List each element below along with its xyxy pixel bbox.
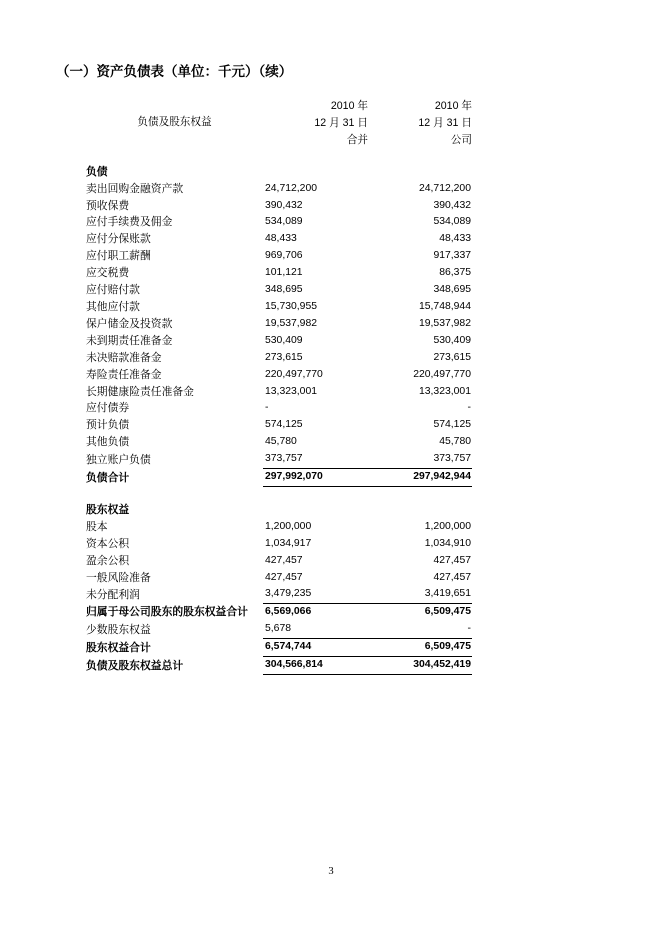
row-value-merged: 427,457 (265, 571, 303, 583)
row-value-company: 19,537,982 (418, 317, 471, 329)
row-label: 未决赔款准备金 (86, 351, 162, 364)
header-company-scope: 公司 (450, 133, 472, 146)
row-value-merged: 373,757 (263, 451, 368, 468)
row-value-merged: - (265, 402, 269, 414)
total-label: 负债合计 (86, 471, 130, 484)
row-label: 应付职工薪酬 (86, 250, 151, 263)
header-row-date (86, 115, 472, 132)
row-value-company: 15,748,944 (418, 300, 471, 312)
spacer-row (86, 486, 472, 502)
grand-total-label: 负债及股东权益总计 (86, 659, 184, 672)
row-value-merged: 427,457 (265, 554, 303, 566)
spacer-cell (86, 149, 263, 164)
section-blank-merged (263, 164, 368, 181)
table-row (86, 451, 472, 468)
table-row (86, 384, 472, 401)
table-row (86, 282, 472, 299)
row-value-company: - (368, 621, 472, 638)
subtotal-row-parent-equity (86, 604, 472, 621)
table-header (86, 98, 472, 149)
subtotal-value-merged: 6,569,066 (265, 606, 312, 618)
grand-total-value-company: 304,452,419 (368, 657, 472, 675)
spacer-cell (368, 486, 472, 502)
row-value-company: 3,419,651 (368, 586, 472, 603)
row-label: 其他应付款 (86, 300, 140, 313)
row-value-company: 427,457 (433, 554, 471, 566)
row-label: 其他负债 (86, 436, 130, 449)
header-company-date: 12 月 31 日 (418, 116, 472, 129)
row-value-merged: 220,497,770 (265, 368, 323, 380)
row-value-company: 534,089 (433, 216, 471, 228)
row-value-merged: 15,730,955 (265, 300, 318, 312)
row-label: 未到期责任准备金 (86, 334, 173, 347)
row-value-merged: 390,432 (265, 199, 303, 211)
row-value-company: 45,780 (439, 436, 471, 448)
table-row (86, 367, 472, 384)
total-label: 股东权益合计 (86, 641, 151, 654)
row-label: 预收保费 (86, 199, 130, 212)
section-blank-company (368, 502, 472, 519)
spacer-cell (263, 486, 368, 502)
row-value-merged: 3,479,235 (263, 586, 368, 603)
row-label: 寿险责任准备金 (86, 368, 162, 381)
row-value-merged: 574,125 (265, 419, 303, 431)
total-value-company: 6,509,475 (368, 639, 472, 657)
section-title: 股东权益 (86, 503, 130, 516)
row-value-company: 1,200,000 (424, 520, 471, 532)
section-blank-merged (263, 502, 368, 519)
row-value-company: - (467, 402, 471, 414)
table-row (86, 316, 472, 333)
row-value-company: 273,615 (433, 351, 471, 363)
row-value-company: 917,337 (433, 250, 471, 262)
table-row (86, 248, 472, 265)
row-value-merged: 1,034,917 (265, 537, 312, 549)
row-value-company: 348,695 (433, 284, 471, 296)
row-label: 长期健康险责任准备金 (86, 385, 194, 398)
subtotal-value-company: 6,509,475 (424, 606, 471, 618)
row-label: 盈余公积 (86, 554, 130, 567)
grand-total-row (86, 657, 472, 675)
header-merged-date: 12 月 31 日 (314, 116, 368, 129)
row-value-company: 390,432 (433, 199, 471, 211)
balance-sheet-table (86, 98, 472, 675)
table-row (86, 350, 472, 367)
header-column-label: 负债及股东权益 (137, 116, 212, 128)
table-row (86, 586, 472, 603)
table-row (86, 198, 472, 215)
row-value-merged: 101,121 (265, 267, 303, 279)
table-body (86, 149, 472, 675)
row-value-merged: 24,712,200 (265, 182, 318, 194)
row-value-merged: 273,615 (265, 351, 303, 363)
table-row (86, 519, 472, 536)
row-value-merged: 969,706 (265, 250, 303, 262)
row-value-company: 24,712,200 (418, 182, 471, 194)
table-row (86, 553, 472, 570)
grand-total-value-merged: 304,566,814 (263, 657, 368, 675)
table-row (86, 417, 472, 434)
spacer-cell (86, 486, 263, 502)
row-value-company: 1,034,910 (424, 537, 471, 549)
row-value-company: 13,323,001 (418, 385, 471, 397)
table-row (86, 181, 472, 198)
total-row-equity (86, 639, 472, 657)
row-value-company: 373,757 (368, 451, 472, 468)
table-row (86, 400, 472, 417)
section-title: 负债 (86, 165, 108, 178)
row-value-merged: 5,678 (263, 621, 368, 638)
table-row (86, 214, 472, 231)
row-label: 一般风险准备 (86, 571, 151, 584)
total-value-company: 297,942,944 (368, 469, 472, 487)
row-label: 保户储金及投资款 (86, 317, 173, 330)
row-value-company: 427,457 (433, 571, 471, 583)
table-row (86, 570, 472, 587)
row-value-company: 86,375 (439, 267, 471, 279)
row-label: 预计负债 (86, 419, 130, 432)
row-label: 应交税费 (86, 267, 130, 280)
table-row (86, 231, 472, 248)
header-merged-scope: 合并 (346, 133, 368, 146)
spacer-cell (368, 149, 472, 164)
table-row (86, 265, 472, 282)
row-label: 应付债券 (86, 402, 130, 415)
row-label: 股本 (86, 520, 108, 533)
total-row-liabilities (86, 469, 472, 487)
section-blank-company (368, 164, 472, 181)
row-value-merged: 348,695 (265, 284, 303, 296)
header-company-year: 2010 年 (434, 100, 472, 112)
header-merged-year: 2010 年 (330, 100, 368, 112)
header-row-scope (86, 132, 472, 149)
header-blank-1 (86, 98, 263, 115)
total-value-merged: 6,574,744 (263, 639, 368, 657)
row-value-merged: 13,323,001 (265, 385, 318, 397)
subtotal-label: 归属于母公司股东的股东权益合计 (86, 606, 248, 619)
spacer-row (86, 149, 472, 164)
row-value-merged: 1,200,000 (265, 520, 312, 532)
row-value-merged: 534,089 (265, 216, 303, 228)
row-label: 卖出回购金融资产款 (86, 182, 184, 195)
row-value-company: 574,125 (433, 419, 471, 431)
row-value-company: 48,433 (439, 233, 471, 245)
table-row-minority-interest (86, 621, 472, 638)
row-value-merged: 45,780 (265, 436, 297, 448)
row-value-merged: 19,537,982 (265, 317, 318, 329)
spacer-cell (263, 149, 368, 164)
row-label: 少数股东权益 (86, 623, 151, 636)
row-label: 应付分保账款 (86, 233, 151, 246)
table-row (86, 299, 472, 316)
page-title: （一）资产负债表（单位：千元）（续） (56, 64, 293, 79)
row-label: 独立账户负债 (86, 453, 151, 466)
section-header-liabilities (86, 164, 472, 181)
page-number: 3 (328, 866, 334, 877)
row-value-company: 220,497,770 (413, 368, 471, 380)
row-label: 应付赔付款 (86, 284, 140, 297)
table-row (86, 434, 472, 451)
row-label: 未分配利润 (86, 588, 140, 601)
table-row (86, 333, 472, 350)
header-blank-2 (86, 132, 263, 149)
section-header-equity (86, 502, 472, 519)
row-value-company: 530,409 (433, 334, 471, 346)
row-label: 资本公积 (86, 537, 130, 550)
row-label: 应付手续费及佣金 (86, 216, 173, 229)
table-row (86, 536, 472, 553)
row-value-merged: 530,409 (265, 334, 303, 346)
row-value-merged: 48,433 (265, 233, 297, 245)
total-value-merged: 297,992,070 (263, 469, 368, 487)
header-row-year (86, 98, 472, 115)
